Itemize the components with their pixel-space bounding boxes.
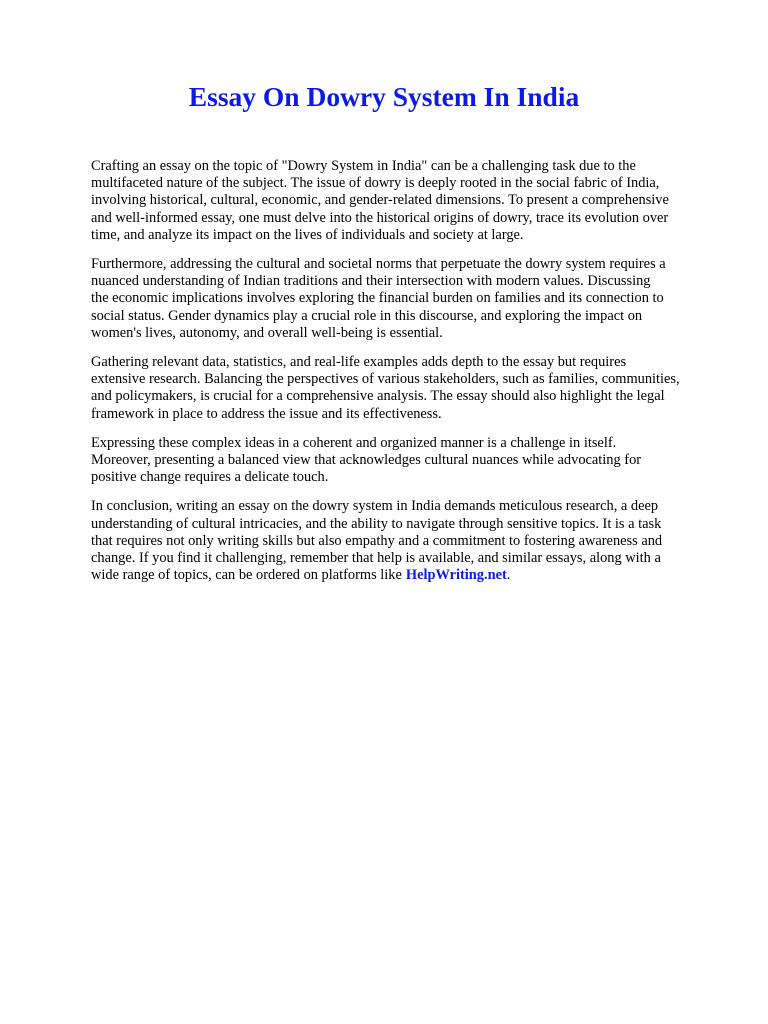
paragraph-expression: Expressing these complex ideas in a coherent and organized manner is a challenge in itself. Moreover, presenting a balanced view that acknowledges cultural nuances while advocating for positive change requires a delicate touch.	[91, 434, 642, 486]
helpwriting-link[interactable]: HelpWriting.net	[405, 567, 507, 584]
conclusion-text: In conclusion, writing an essay on the dowry system in India demands meticulous research, a deep understanding of cultural intricacies, and the ability to navigate through sensitive topics. It is a task that requires not only writing skills but also empathy and a commitment to fostering awareness and change. If you find it challenging, remember that help is available, and similar essays, along with a wide range of topics, can be ordered on platforms like	[91, 498, 663, 584]
paragraph-conclusion	[91, 498, 727, 584]
paragraph-research: Gathering relevant data, statistics, and real-life examples adds depth to the essay but requires extensive research. Balancing the perspectives of various stakeholders, such as families, communities, and policymakers, is crucial for a comprehensive analysis. The essay should also highlight the legal framework in place to address the issue and its effectiveness.	[91, 354, 680, 422]
paragraph-cultural-norms: Furthermore, addressing the cultural and societal norms that perpetuate the dowry system requires a nuanced understanding of Indian traditions and their intersection with modern values. Discussing the economic implications involves exploring the financial burden on families and its connection to social status. Gender dynamics play a crucial role in this discourse, and exploring the impact on women's lives, autonomy, and overall well-being is essential.	[91, 256, 666, 341]
paragraph-introduction: Crafting an essay on the topic of "Dowry System in India" can be a challenging task due to the multifaceted nature of the subject. The issue of dowry is deeply rooted in the social fabric of India, involving historical, cultural, economic, and gender-related dimensions. To present a comprehensive and well-informed essay, one must delve into the historical origins of dowry, trace its evolution over time, and analyze its impact on the lives of individuals and society at large.	[91, 158, 669, 243]
conclusion-trailing-period: .	[506, 567, 511, 584]
document-title: Essay On Dowry System In India	[188, 81, 580, 112]
